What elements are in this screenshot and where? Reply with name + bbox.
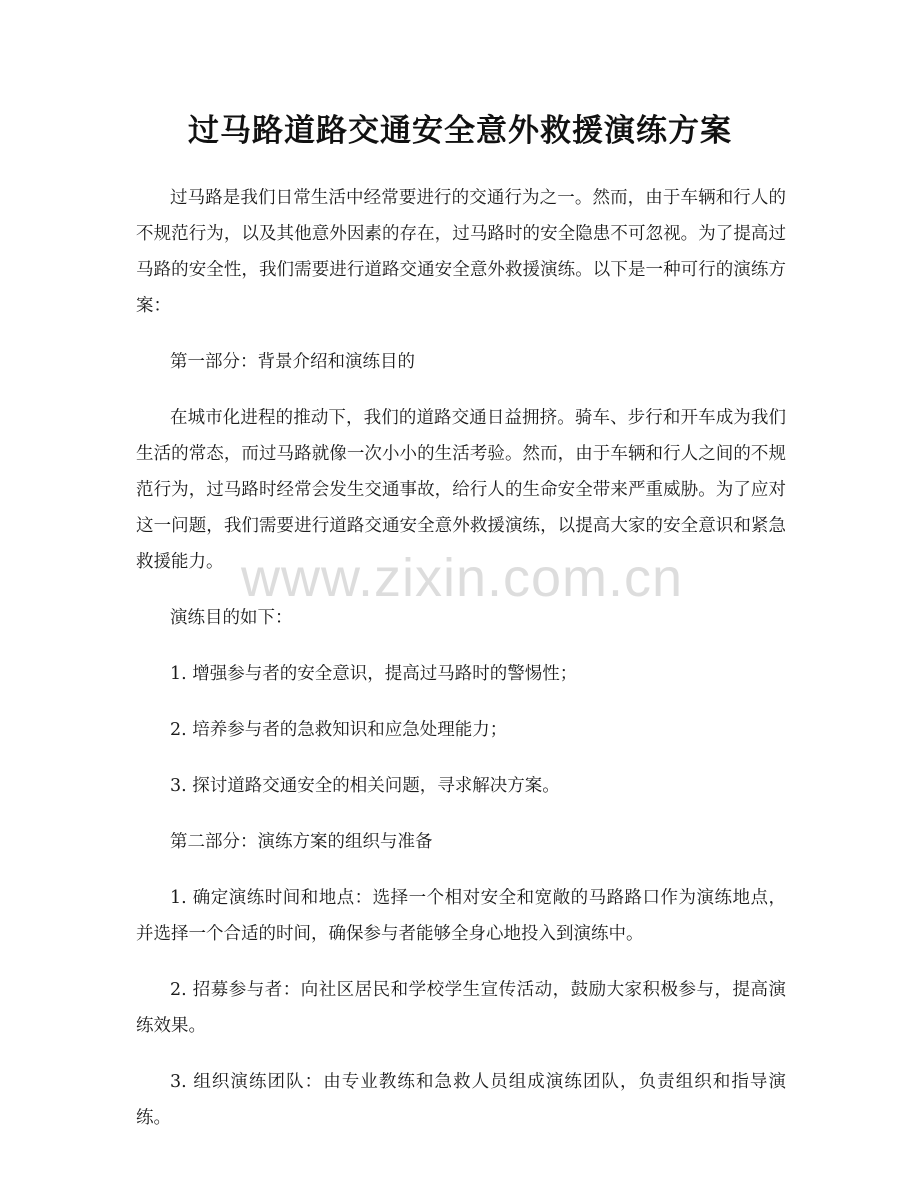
- list-item-prep-1: 1. 确定演练时间和地点：选择一个相对安全和宽敞的马路路口作为演练地点，并选择一个合适的时间，确保参与者能够全身心地投入到演练中。: [136, 888, 786, 944]
- list-item-goal-1: 1. 增强参与者的安全意识，提高过马路时的警惕性；: [170, 664, 578, 684]
- paragraph-goals-intro: 演练目的如下：: [170, 608, 293, 628]
- list-item-goal-2: 2. 培养参与者的急救知识和应急处理能力；: [170, 720, 508, 740]
- list-item-goal-3: 3. 探讨道路交通安全的相关问题，寻求解决方案。: [170, 776, 560, 796]
- paragraph-background: 在城市化进程的推动下，我们的道路交通日益拥挤。骑车、步行和开车成为我们生活的常态，而过马路就像一次小小的生活考验。然而，由于车辆和行人之间的不规范行为，过马路时经常会发生交通事故，给行人的生命安全带来严重威胁。为了应对这一问题，我们需要进行道路交通安全意外救援演练，以提高大家的安全意识和紧急救援能力。: [136, 408, 786, 572]
- list-item-prep-3: 3. 组织演练团队：由专业教练和急救人员组成演练团队，负责组织和指导演练。: [136, 1072, 786, 1128]
- watermark: www.zixin.com.cn: [240, 548, 684, 608]
- section-heading-part-one: 第一部分：背景介绍和演练目的: [170, 352, 415, 372]
- document-title: 过马路道路交通安全意外救援演练方案: [188, 113, 732, 149]
- section-heading-part-two: 第二部分：演练方案的组织与准备: [170, 832, 433, 852]
- paragraph-intro: 过马路是我们日常生活中经常要进行的交通行为之一。然而，由于车辆和行人的不规范行为，以及其他意外因素的存在，过马路时的安全隐患不可忽视。为了提高过马路的安全性，我们需要进行道路交通安全意外救援演练。以下是一种可行的演练方案：: [136, 188, 786, 316]
- document-body: [136, 180, 786, 1136]
- list-item-prep-2: 2. 招募参与者：向社区居民和学校学生宣传活动，鼓励大家积极参与，提高演练效果。: [136, 980, 786, 1036]
